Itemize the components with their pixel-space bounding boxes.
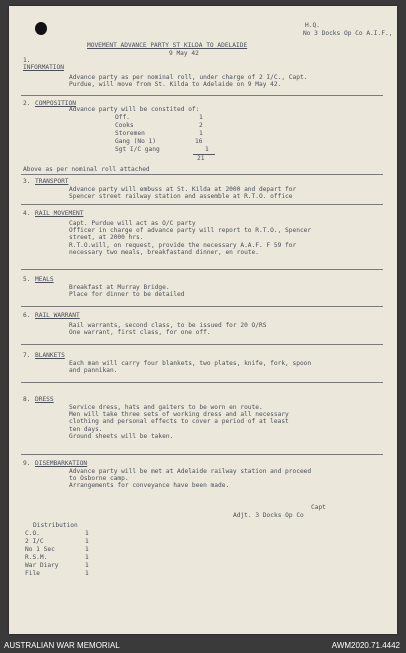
section-3-body: Advance party will embuss at St. Kilda at 2000 and depart for Spencer street railway station and assemble at R.T.O. office — [69, 186, 297, 201]
composition-row-label: Gang (No 1) — [115, 138, 156, 145]
distribution-row-label: War Diary — [25, 562, 59, 569]
section-3-number: 3. — [23, 178, 31, 185]
distribution-row-value: 1 — [85, 538, 89, 545]
unit-line: No 3 Docks Op Co A.I.F., — [303, 30, 393, 37]
section-2-number: 2. — [23, 100, 31, 107]
composition-row-label: Cooks — [115, 122, 134, 129]
composition-row-value: 2 — [199, 122, 203, 129]
section-4-body: Capt. Purdue will act as O/C party Officer in charge of advance party will report to R.T.O., Spencer street, at 2000 hrs. R.T.O.will, on request, provide the necessary A.A.F. F 59 for necessary two meals, breakfastand dinner, en route. — [69, 220, 312, 256]
section-divider — [21, 204, 383, 205]
distribution-row-value: 1 — [85, 570, 89, 577]
distribution-row-label: File — [25, 570, 40, 577]
section-8-heading: DRESS — [35, 396, 54, 403]
document-date: 9 May 42 — [169, 50, 199, 57]
section-7-number: 7. — [23, 352, 31, 359]
section-1-heading: INFORMATION — [23, 64, 64, 71]
distribution-row-value: 1 — [85, 562, 89, 569]
section-divider — [21, 306, 383, 307]
distribution-heading: Distribution — [33, 522, 78, 529]
distribution-row-label: 2 I/C — [25, 538, 44, 545]
section-5-number: 5. — [23, 276, 31, 283]
section-9-body: Advance party will be met at Adelaide railway station and proceed to Osborne camp. Arrangements for conveyance have been made. — [69, 468, 312, 490]
section-6-number: 6. — [23, 312, 31, 319]
composition-row-label: Storemen — [115, 130, 145, 137]
section-4-number: 4. — [23, 210, 31, 217]
composition-row-value: 1 — [205, 146, 209, 153]
section-6-body: Rail warrants, second class, to be issued for 20 O/RS One warrant, first class, for one off. — [69, 322, 267, 337]
distribution-row-label: R.S.M. — [25, 554, 48, 561]
section-9-heading: DISEMBARKATION — [35, 460, 88, 467]
composition-row-value: 1 — [199, 130, 203, 137]
composition-row-value: 1 — [199, 114, 203, 121]
section-1-body: Advance party as per nominal roll, under charge of 2 I/C., Capt. Purdue, will move from St. Kilda to Adelaide on 9 May 42. — [69, 74, 308, 89]
section-2-heading: COMPOSITION — [35, 100, 76, 107]
section-2-intro: Advance party will be constited of: — [69, 106, 200, 113]
composition-row-label: Sgt I/C gang — [115, 146, 160, 153]
distribution-row-value: 1 — [85, 554, 89, 561]
section-divider — [21, 95, 383, 96]
section-5-body: Breakfast at Murray Bridge. Place for dinner to be detailed — [69, 284, 185, 299]
section-1-number: 1. — [23, 57, 31, 64]
section-3-heading: TRANSPORT — [35, 178, 69, 185]
section-divider — [21, 382, 383, 383]
distribution-row-value: 1 — [85, 530, 89, 537]
section-divider — [21, 344, 383, 345]
document-page — [9, 6, 397, 634]
section-7-heading: BLANKETS — [35, 352, 65, 359]
section-4-heading: RAIL MOVEMENT — [35, 210, 84, 217]
document-title: MOVEMENT ADVANCE PARTY ST KILDA TO ADELAIDE — [87, 42, 248, 49]
archive-name: AUSTRALIAN WAR MEMORIAL — [4, 641, 120, 650]
punch-hole — [35, 22, 47, 35]
composition-total: 21 — [197, 155, 205, 162]
section-5-heading: MEALS — [35, 276, 54, 283]
section-divider — [21, 454, 383, 455]
archive-footer — [0, 636, 406, 653]
archive-reference: AWM2020.71.4442 — [331, 641, 400, 650]
hq-line: H.Q. — [305, 22, 320, 29]
distribution-row-value: 1 — [85, 546, 89, 553]
composition-row-label: Off. — [115, 114, 130, 121]
distribution-row-label: C.O. — [25, 530, 40, 537]
signature-rank: Capt — [311, 504, 326, 511]
section-divider — [21, 174, 383, 175]
section-2-note: Above as per nominal roll attached — [23, 166, 150, 173]
section-9-number: 9. — [23, 460, 31, 467]
section-7-body: Each man will carry four blankets, two plates, knife, fork, spoon and pannikan. — [69, 360, 312, 375]
section-divider — [21, 269, 383, 270]
signature-line: Adjt. 3 Docks Op Co — [233, 512, 304, 519]
section-8-number: 8. — [23, 396, 31, 403]
distribution-row-label: No 1 Sec — [25, 546, 55, 553]
section-6-heading: RAIL WARRANT — [35, 312, 80, 319]
composition-row-value: 16 — [195, 138, 203, 145]
section-8-body: Service dress, hats and gaiters to be worn en route. Men will take three sets of working dress and all necessary clothing and personal effects to cover a period of at least ten days. Ground sheets will be taken. — [69, 404, 289, 440]
